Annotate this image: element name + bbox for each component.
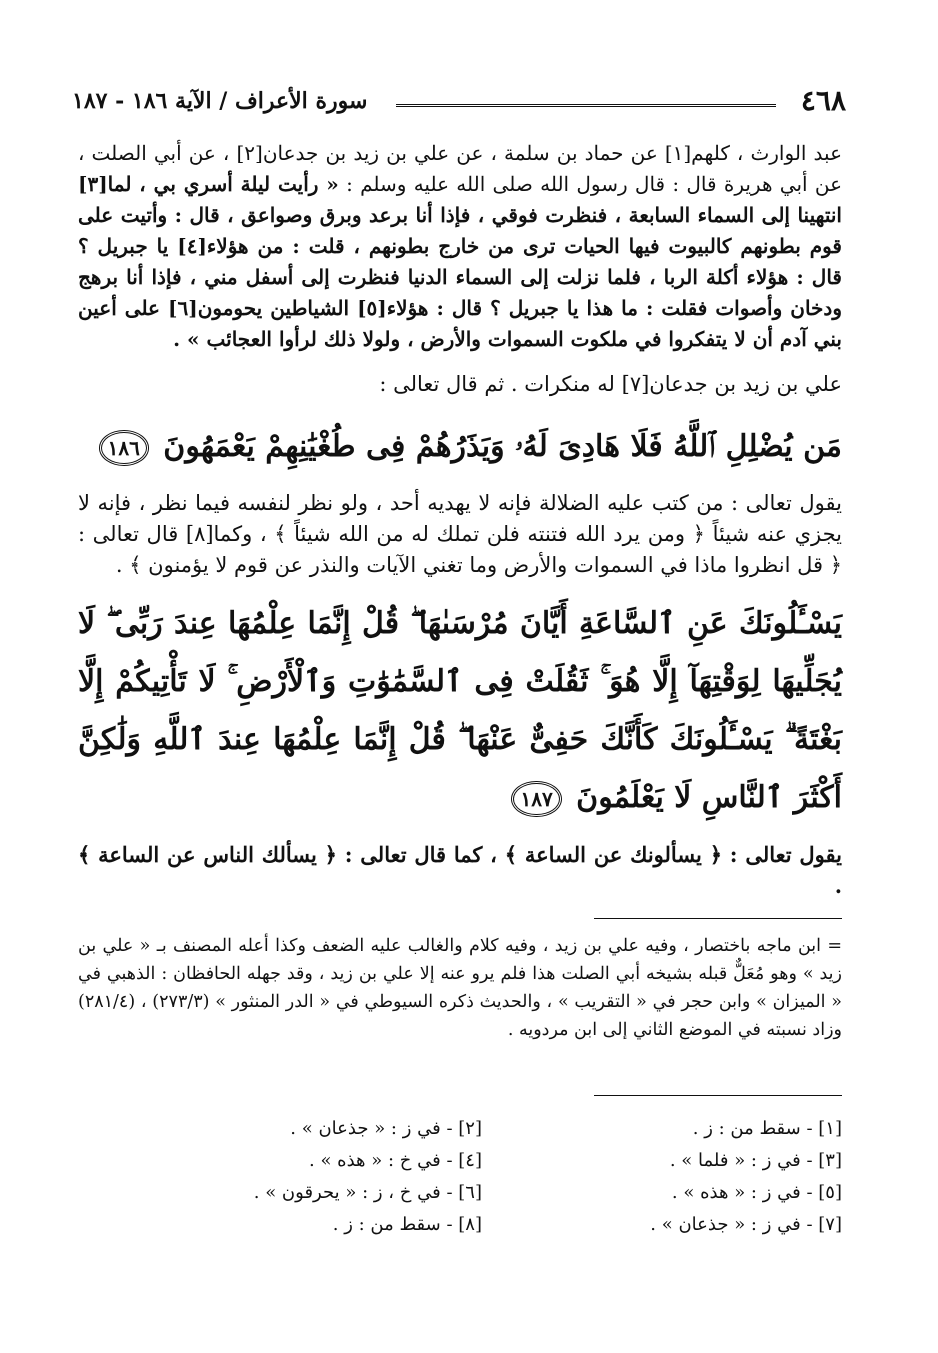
variants-column-left bbox=[172, 1113, 482, 1241]
verse-187-number: ١٨٧ bbox=[511, 781, 561, 817]
variant-note: [٦] - في خ ، ز : « يحرقون » . bbox=[253, 1182, 482, 1203]
variant-note: [٧] - في ز : « جذعان » . bbox=[650, 1214, 842, 1235]
hadith-isnad: عبد الوارث ، كلهم[١] عن حماد بن سلمة ، عن علي بن زيد بن جدعان[٢] ، عن أبي الصلت ، عن أبي هريرة قال : قال رسول الله صلى الله عليه وسلم : bbox=[78, 141, 843, 196]
commentary-186: يقول تعالى : من كتب عليه الضلالة فإنه لا يهديه أحد ، ولو نظر لنفسه فيما نظر ، فإنه لا يجزي عنه شيئاً ﴿ ومن يرد الله فتنته فلن تملك له من الله شيئاً ﴾ ، وكما[٨] قال تعالى : ﴿ قل انظروا ماذا في السموات والأرض وما تغني الآيات والنذر عن قوم لا يؤمنون ﴾ . bbox=[78, 491, 843, 577]
verse-187 bbox=[78, 595, 842, 827]
page-header bbox=[72, 84, 846, 124]
page-number: ٤٦٨ bbox=[800, 84, 846, 117]
hadith-text: « رأيت ليلة أسري بي ، لما[٣] انتهينا إلى السماء السابعة ، فنظرت فوقي ، فإذا أنا برعد وبرق وصواعق ، قال : وأتيت على قوم بطونهم كالبيوت فيها الحيات ترى من خارج بطونهم ، قلت : من هؤلاء[٤] يا جبريل ؟ قال : هؤلاء أكلة الربا ، فلما نزلت إلى السماء الدنيا فنظرت إلى أسفل مني ، فإذا أنا برهج ودخان وأصوات فقلت : ما هذا يا جبريل ؟ قال : هؤلاء[٥] الشياطين يحومون[٦] على أعين بني آدم أن لا يتفكروا في ملكوت السموات والأرض ، ولولا ذلك لرأوا العجائب » . bbox=[78, 172, 842, 351]
variants-column-right bbox=[532, 1113, 842, 1241]
verse-186-number: ١٨٦ bbox=[99, 430, 149, 466]
variants-divider bbox=[594, 1095, 842, 1096]
narrator-note: علي بن زيد بن جدعان[٧] له منكرات . ثم قال تعالى : bbox=[379, 372, 842, 396]
running-title: سورة الأعراف / الآية ١٨٦ - ١٨٧ bbox=[72, 88, 368, 114]
variant-note: [٣] - في ز : « فلما » . bbox=[669, 1150, 842, 1171]
variant-note: [٢] - في ز : « جذعان » . bbox=[290, 1118, 482, 1139]
manuscript-variants bbox=[222, 1113, 842, 1253]
footnote-text: = ابن ماجه باختصار ، وفيه علي بن زيد ، وفيه كلام والغالب عليه الضعف وكذا أعله المصنف بـ « علي بن زيد » وهو مُعَلٌّ قبله بشيخه أبي الصلت هذا فلم يرو عنه إلا علي بن زيد ، وقد جهله الحافظان : الذهبي في « الميزان » وابن حجر في « التقريب » ، والحديث ذكره السيوطي في « الدر المنثور » (٢٧٣/٣) ، (٢٨١/٤) وزاد نسبته في الموضع الثاني إلى ابن مردويه . bbox=[78, 936, 842, 1040]
hadith-paragraph bbox=[78, 138, 842, 355]
variant-note: [١] - سقط من : ز . bbox=[692, 1118, 842, 1139]
commentary-187: يقول تعالى : ﴿ يسألونك عن الساعة ﴾ ، كما قال تعالى : ﴿ يسألك الناس عن الساعة ﴾ . bbox=[78, 842, 842, 898]
header-rule bbox=[396, 104, 776, 107]
verse-186 bbox=[78, 418, 842, 476]
verse-186-text: مَن يُضْلِلِ ٱللَّهُ فَلَا هَادِىَ لَهُۥ وَيَذَرُهُمْ فِى طُغْيَٰنِهِمْ يَعْمَهُونَ bbox=[163, 429, 842, 464]
main-text bbox=[78, 138, 842, 901]
variant-note: [٥] - في ز : « هذه » . bbox=[671, 1182, 842, 1203]
verse-187-text: يَسْـَٔلُونَكَ عَنِ ٱلسَّاعَةِ أَيَّانَ مُرْسَىٰهَا ۖ قُلْ إِنَّمَا عِلْمُهَا عِندَ رَبِّى ۖ لَا يُجَلِّيهَا لِوَقْتِهَآ إِلَّا هُوَ ۚ ثَقُلَتْ فِى ٱلسَّمَٰوَٰتِ وَٱلْأَرْضِ ۚ لَا تَأْتِيكُمْ إِلَّا بَغْتَةً ۗ يَسْـَٔلُونَكَ كَأَنَّكَ حَفِىٌّ عَنْهَا ۖ قُلْ إِنَّمَا عِلْمُهَا عِندَ ٱللَّهِ وَلَٰكِنَّ أَكْثَرَ ٱلنَّاسِ لَا يَعْلَمُونَ bbox=[78, 606, 842, 815]
footnote-divider bbox=[594, 918, 842, 919]
variant-note: [٨] - سقط من : ز . bbox=[332, 1214, 482, 1235]
variant-note: [٤] - في خ : « هذه » . bbox=[309, 1150, 482, 1171]
